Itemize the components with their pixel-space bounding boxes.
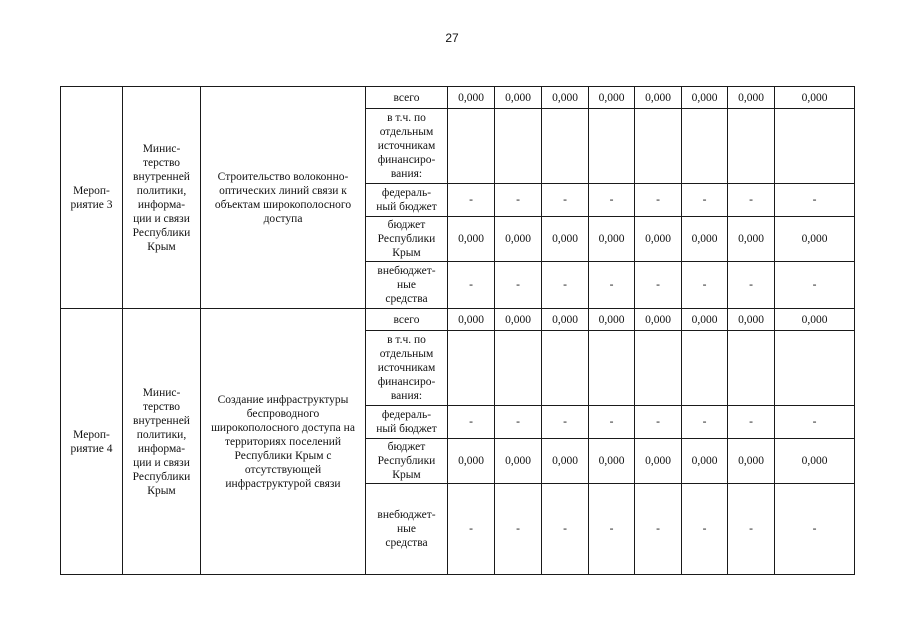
amount-cell: 0,000 <box>542 87 589 109</box>
amount-cell: - <box>635 406 682 439</box>
amount-cell: - <box>448 484 495 575</box>
amount-cell: - <box>635 262 682 309</box>
amount-cell: 0,000 <box>775 87 855 109</box>
amount-cell: 0,000 <box>542 217 589 262</box>
amount-cell: 0,000 <box>495 217 542 262</box>
amount-cell <box>775 109 855 184</box>
amount-cell: 0,000 <box>775 309 855 331</box>
funding-source-cell: всего <box>366 309 448 331</box>
event-name-cell: Мероп- риятие 3 <box>61 87 123 309</box>
amount-cell: 0,000 <box>448 87 495 109</box>
amount-cell: 0,000 <box>448 309 495 331</box>
amount-cell: - <box>448 262 495 309</box>
amount-cell <box>635 331 682 406</box>
amount-cell <box>589 331 635 406</box>
amount-cell: 0,000 <box>542 439 589 484</box>
amount-cell <box>682 331 728 406</box>
amount-cell: 0,000 <box>682 309 728 331</box>
amount-cell: - <box>495 406 542 439</box>
amount-cell: - <box>775 262 855 309</box>
amount-cell: 0,000 <box>495 309 542 331</box>
amount-cell: - <box>728 262 775 309</box>
amount-cell: 0,000 <box>728 309 775 331</box>
amount-cell <box>728 109 775 184</box>
amount-cell: 0,000 <box>589 309 635 331</box>
description-cell: Создание инфраструктуры беспроводного широкополосного доступа на территориях поселений Республики Крым с отсутствующей инфраструктурой связи <box>201 309 366 575</box>
amount-cell <box>542 109 589 184</box>
amount-cell: 0,000 <box>775 217 855 262</box>
funding-source-cell: бюджет Республики Крым <box>366 217 448 262</box>
amount-cell: 0,000 <box>589 439 635 484</box>
amount-cell: - <box>495 484 542 575</box>
funding-source-cell: в т.ч. по отдельным источникам финансиро- вания: <box>366 109 448 184</box>
amount-cell: - <box>775 406 855 439</box>
amount-cell: - <box>542 484 589 575</box>
amount-cell <box>635 109 682 184</box>
amount-cell: 0,000 <box>589 87 635 109</box>
amount-cell: 0,000 <box>495 87 542 109</box>
amount-cell: - <box>635 484 682 575</box>
amount-cell: - <box>448 184 495 217</box>
funding-source-cell: всего <box>366 87 448 109</box>
amount-cell: - <box>448 406 495 439</box>
amount-cell: - <box>635 184 682 217</box>
page-number: 27 <box>445 31 459 45</box>
budget-table <box>60 86 855 575</box>
budget-table-body <box>61 87 855 575</box>
table-row <box>61 87 855 109</box>
amount-cell <box>495 109 542 184</box>
amount-cell: - <box>495 262 542 309</box>
amount-cell: 0,000 <box>682 217 728 262</box>
amount-cell: - <box>682 184 728 217</box>
event-name-cell: Мероп- риятие 4 <box>61 309 123 575</box>
amount-cell: - <box>728 406 775 439</box>
amount-cell: - <box>542 406 589 439</box>
amount-cell: 0,000 <box>495 439 542 484</box>
amount-cell <box>589 109 635 184</box>
amount-cell: 0,000 <box>635 309 682 331</box>
amount-cell: - <box>542 262 589 309</box>
executor-cell: Минис- терство внутренней политики, информа- ции и связи Республики Крым <box>123 309 201 575</box>
amount-cell <box>542 331 589 406</box>
amount-cell: - <box>682 484 728 575</box>
amount-cell <box>728 331 775 406</box>
amount-cell <box>775 331 855 406</box>
funding-source-cell: внебюджет- ные средства <box>366 262 448 309</box>
amount-cell: - <box>682 406 728 439</box>
amount-cell: - <box>728 184 775 217</box>
amount-cell: 0,000 <box>728 439 775 484</box>
executor-cell: Минис- терство внутренней политики, информа- ции и связи Республики Крым <box>123 87 201 309</box>
funding-source-cell: федераль- ный бюджет <box>366 184 448 217</box>
funding-source-cell: бюджет Республики Крым <box>366 439 448 484</box>
amount-cell <box>448 109 495 184</box>
amount-cell: - <box>589 184 635 217</box>
description-cell: Строительство волоконно-оптических линий связи к объектам широкополосного доступа <box>201 87 366 309</box>
funding-source-cell: внебюджет- ные средства <box>366 484 448 575</box>
amount-cell <box>682 109 728 184</box>
amount-cell: - <box>728 484 775 575</box>
amount-cell: 0,000 <box>542 309 589 331</box>
amount-cell: 0,000 <box>635 439 682 484</box>
funding-source-cell: в т.ч. по отдельным источникам финансиро- вания: <box>366 331 448 406</box>
amount-cell: 0,000 <box>635 217 682 262</box>
amount-cell <box>495 331 542 406</box>
amount-cell: 0,000 <box>728 217 775 262</box>
amount-cell: - <box>495 184 542 217</box>
amount-cell: - <box>542 184 589 217</box>
amount-cell: 0,000 <box>682 439 728 484</box>
funding-source-cell: федераль- ный бюджет <box>366 406 448 439</box>
amount-cell: 0,000 <box>728 87 775 109</box>
amount-cell: 0,000 <box>682 87 728 109</box>
amount-cell: 0,000 <box>448 439 495 484</box>
amount-cell: 0,000 <box>589 217 635 262</box>
amount-cell: 0,000 <box>448 217 495 262</box>
amount-cell: - <box>589 262 635 309</box>
amount-cell: - <box>589 484 635 575</box>
amount-cell: 0,000 <box>635 87 682 109</box>
amount-cell: - <box>589 406 635 439</box>
amount-cell <box>448 331 495 406</box>
amount-cell: - <box>682 262 728 309</box>
amount-cell: - <box>775 184 855 217</box>
table-row <box>61 309 855 331</box>
amount-cell: - <box>775 484 855 575</box>
amount-cell: 0,000 <box>775 439 855 484</box>
